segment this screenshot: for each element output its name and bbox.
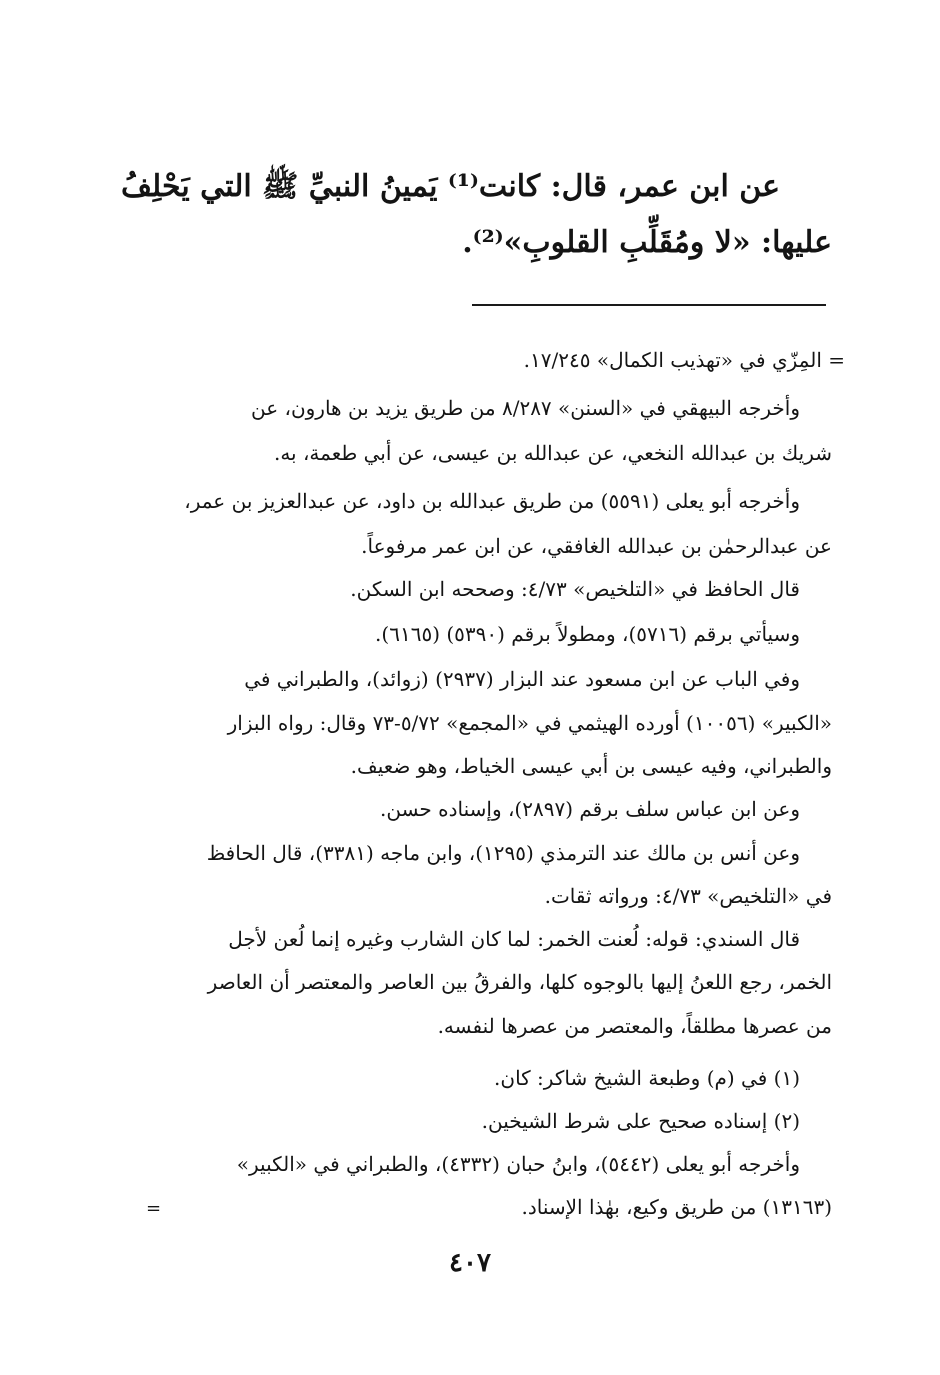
commentary-line: والطبراني، وفيه عيسى بن أبي عيسى الخياط، وهو ضعيف. xyxy=(350,754,832,778)
continuation-mark: = xyxy=(146,1198,162,1219)
hadith-line-1: عن ابن عمر، قال: كانت⁽¹⁾ يَمينُ النبيِّ ﷺ التي يَحْلِفُ xyxy=(121,169,780,204)
commentary-line: قال السندي: قوله: لُعنت الخمر: لما كان الشارب وغيره إنما لُعن لأجل xyxy=(228,927,800,951)
footnote-2: (٢) إسناده صحيح على شرط الشيخين. xyxy=(481,1109,800,1133)
commentary-line: وعن ابن عباس سلف برقم (٢٨٩٧)، وإسناده حسن. xyxy=(379,797,800,821)
commentary-line: وسيأتي برقم (٥٧١٦)، ومطولاً برقم (٥٣٩٠) (٦١٦٥). xyxy=(375,622,800,646)
footnote-2-continuation: (١٣١٦٣) من طريق وكيع، بهٰذا الإسناد. xyxy=(521,1195,832,1219)
footnote-separator xyxy=(472,304,826,306)
commentary-line: الخمر، رجع اللعنُ إليها بالوجوه كلها، والفرقُ بين العاصر والمعتصر أن العاصر xyxy=(207,970,832,994)
commentary-line: في «التلخيص» ٤/٧٣: ورواته ثقات. xyxy=(544,884,832,908)
commentary-line: شريك بن عبدالله النخعي، عن عبدالله بن عيسى، عن أبي طعمة، به. xyxy=(273,441,832,465)
commentary-line: من عصرها مطلقاً، والمعتصر من عصرها لنفسه. xyxy=(437,1014,832,1038)
commentary-line: «الكبير» (١٠٠٥٦) أورده الهيثمي في «المجمع» ٥/٧٢-٧٣ وقال: رواه البزار xyxy=(227,711,832,735)
commentary-line: وأخرجه البيهقي في «السنن» ٨/٢٨٧ من طريق يزيد بن هارون، عن xyxy=(250,396,800,420)
commentary-line: وفي الباب عن ابن مسعود عند البزار (٢٩٣٧) (زوائد)، والطبراني في xyxy=(244,667,800,691)
commentary-line: عن عبدالرحمٰن بن عبدالله الغافقي، عن ابن عمر مرفوعاً. xyxy=(361,534,832,558)
footnote-1: (١) في (م) وطبعة الشيخ شاكر: كان. xyxy=(494,1066,800,1090)
page-number: ٤٠٧ xyxy=(449,1248,491,1278)
footnote-2-continuation: وأخرجه أبو يعلى (٥٤٤٢)، وابنُ حبان (٤٣٣٢)، والطبراني في «الكبير» xyxy=(236,1152,800,1176)
commentary-line: قال الحافظ في «التلخيص» ٤/٧٣: وصححه ابن السكن. xyxy=(350,577,800,601)
commentary-line: = المِزّي في «تهذيب الكمال» ١٧/٢٤٥. xyxy=(523,348,845,372)
hadith-line-2: عليها: «لا ومُقَلِّبِ القلوبِ»⁽²⁾. xyxy=(462,225,832,260)
commentary-line: وعن أنس بن مالك عند الترمذي (١٢٩٥)، وابن ماجه (٣٣٨١)، قال الحافظ xyxy=(206,841,800,865)
commentary-line: وأخرجه أبو يعلى (٥٥٩١) من طريق عبدالله بن داود، عن عبدالعزيز بن عمر، xyxy=(184,489,800,513)
